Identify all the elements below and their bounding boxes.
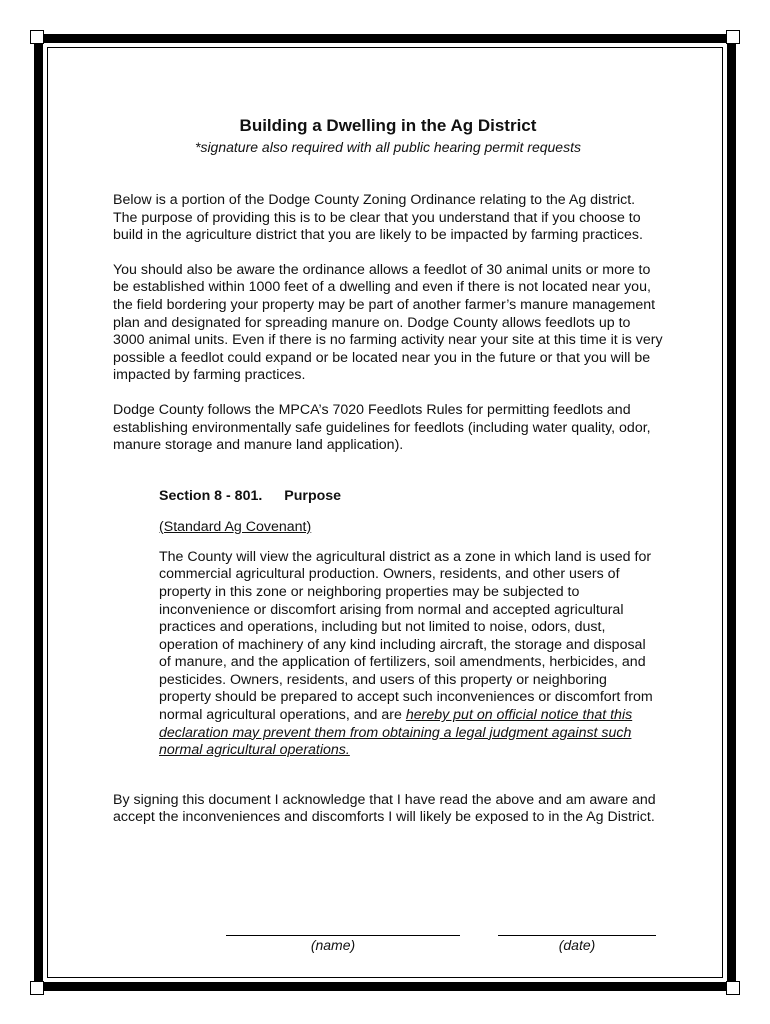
- feedlot-paragraph: You should also be aware the ordinance allows a feedlot of 30 animal units or more to be established within 1000 feet of a dwelling and even if there is not located near you, the field bordering your property may be part of another farmer’s manure management plan and designated for spreading manure on. Dodge County allows feedlots up to 3000 animal units. Even if there is no farming activity near your site at this time it is very possible a feedlot could expand or be located near you in the future or that you will be impacted by farming practices.: [113, 261, 663, 384]
- section-body-text: The County will view the agricultural district as a zone in which land is used for commercial agricultural production. Owners, residents, and other users of property in this zone or neighboring properties may be subjected to inconvenience or discomfort arising from normal and accepted agricultural practices and operations, including but not limited to noise, odors, dust, operation of machinery of any kind including aircraft, the storage and disposal of manure, and the application of fertilizers, soil amendments, herbicides, and pesticides. Owners, residents, and users of this property or neighboring property should be prepared to accept such inconveniences or discomfort from normal agricultural operations, and are: [159, 548, 653, 724]
- intro-paragraph: Below is a portion of the Dodge County Zoning Ordinance relating to the Ag district. The purpose of providing this is to be clear that you understand that if you choose to build in the agriculture district that you are likely to be impacted by farming practices.: [113, 192, 643, 244]
- document-content: [113, 116, 663, 827]
- document-title: Building a Dwelling in the Ag District: [239, 116, 537, 135]
- date-signature-line[interactable]: [498, 935, 656, 936]
- mpca-paragraph: Dodge County follows the MPCA’s 7020 Feedlots Rules for permitting feedlots and establishing environmentally safe guidelines for feedlots (including water quality, odor, manure storage and manure land application).: [113, 401, 651, 454]
- name-label: (name): [310, 937, 356, 953]
- section-body: [159, 549, 659, 760]
- section-subtitle: (Standard Ag Covenant): [159, 518, 312, 535]
- border-corner-top-right: [726, 30, 740, 44]
- name-signature-line[interactable]: [226, 935, 460, 936]
- signature-row: [0, 920, 770, 960]
- border-corner-bottom-left: [30, 981, 44, 995]
- date-label: (date): [558, 937, 596, 953]
- section-notice: hereby put on official notice that this declaration may prevent them from obtaining a legal judgment against such normal agricultural operations.: [159, 707, 633, 759]
- document-subtitle: *signature also required with all public hearing permit requests: [195, 139, 581, 155]
- acknowledgement-paragraph: By signing this document I acknowledge that I have read the above and am aware and accept the inconveniences and discomforts I will likely be exposed to in the Ag District.: [113, 791, 656, 826]
- ordinance-section: [159, 487, 659, 760]
- section-title: Purpose: [284, 487, 342, 504]
- section-heading: [159, 487, 659, 505]
- border-corner-bottom-right: [726, 981, 740, 995]
- section-number: Section 8 - 801.: [159, 487, 263, 504]
- border-corner-top-left: [30, 30, 44, 44]
